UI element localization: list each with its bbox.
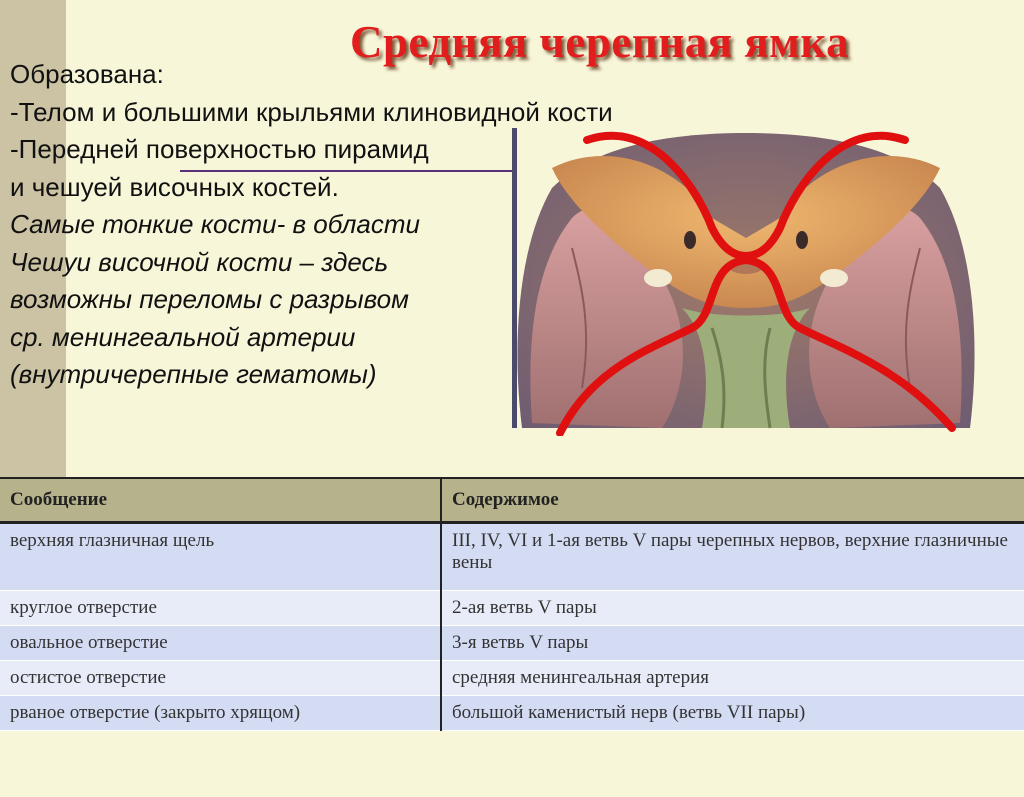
table-cell: овальное отверстие [0, 626, 441, 661]
table-cell: рваное отверстие (закрыто хрящом) [0, 696, 441, 731]
table-header-row [0, 478, 1024, 523]
text-line: (внутричерепные гематомы) [10, 359, 377, 389]
text-line: и чешуей височных костей. [10, 171, 339, 202]
text-line: Образована: [10, 59, 164, 89]
column-header: Содержимое [441, 478, 1024, 523]
foramina-table [0, 477, 1024, 797]
text-line: -Передней поверхностью пирамид [10, 134, 429, 164]
text-line: Чешуи височной кости – здесь [10, 246, 389, 277]
table-cell: большой каменистый нерв (ветвь VII пары) [441, 696, 1024, 731]
table-cell: остистое отверстие [0, 661, 441, 696]
table-cell: верхняя глазничная щель [0, 523, 441, 591]
table-cell: 2-ая ветвь V пары [441, 591, 1024, 626]
column-header: Сообщение [0, 478, 441, 523]
table-row [0, 626, 1024, 661]
table-cell: средняя менингеальная артерия [441, 661, 1024, 696]
skull-base-svg [512, 128, 980, 436]
table-cell: круглое отверстие [0, 591, 441, 626]
page-title: Средняя черепная ямка [350, 17, 850, 67]
table-row [0, 661, 1024, 696]
text-line: -Телом и большими крыльями клиновидной кости [10, 96, 613, 127]
foramina-table-grid [0, 477, 1024, 731]
skull-base-illustration [512, 128, 980, 436]
table-row [0, 591, 1024, 626]
table-cell: III, IV, VI и 1-ая ветвь V пары черепных нервов, верхние глазничные вены [441, 523, 1024, 591]
table-row [0, 523, 1024, 591]
table-cell: 3-я ветвь V пары [441, 626, 1024, 661]
text-line: Самые тонкие кости- в области [10, 209, 421, 239]
table-row [0, 696, 1024, 731]
text-underline [180, 170, 536, 172]
text-line: ср. менингеальной артерии [10, 321, 356, 352]
text-line: возможны переломы с разрывом [10, 284, 409, 314]
